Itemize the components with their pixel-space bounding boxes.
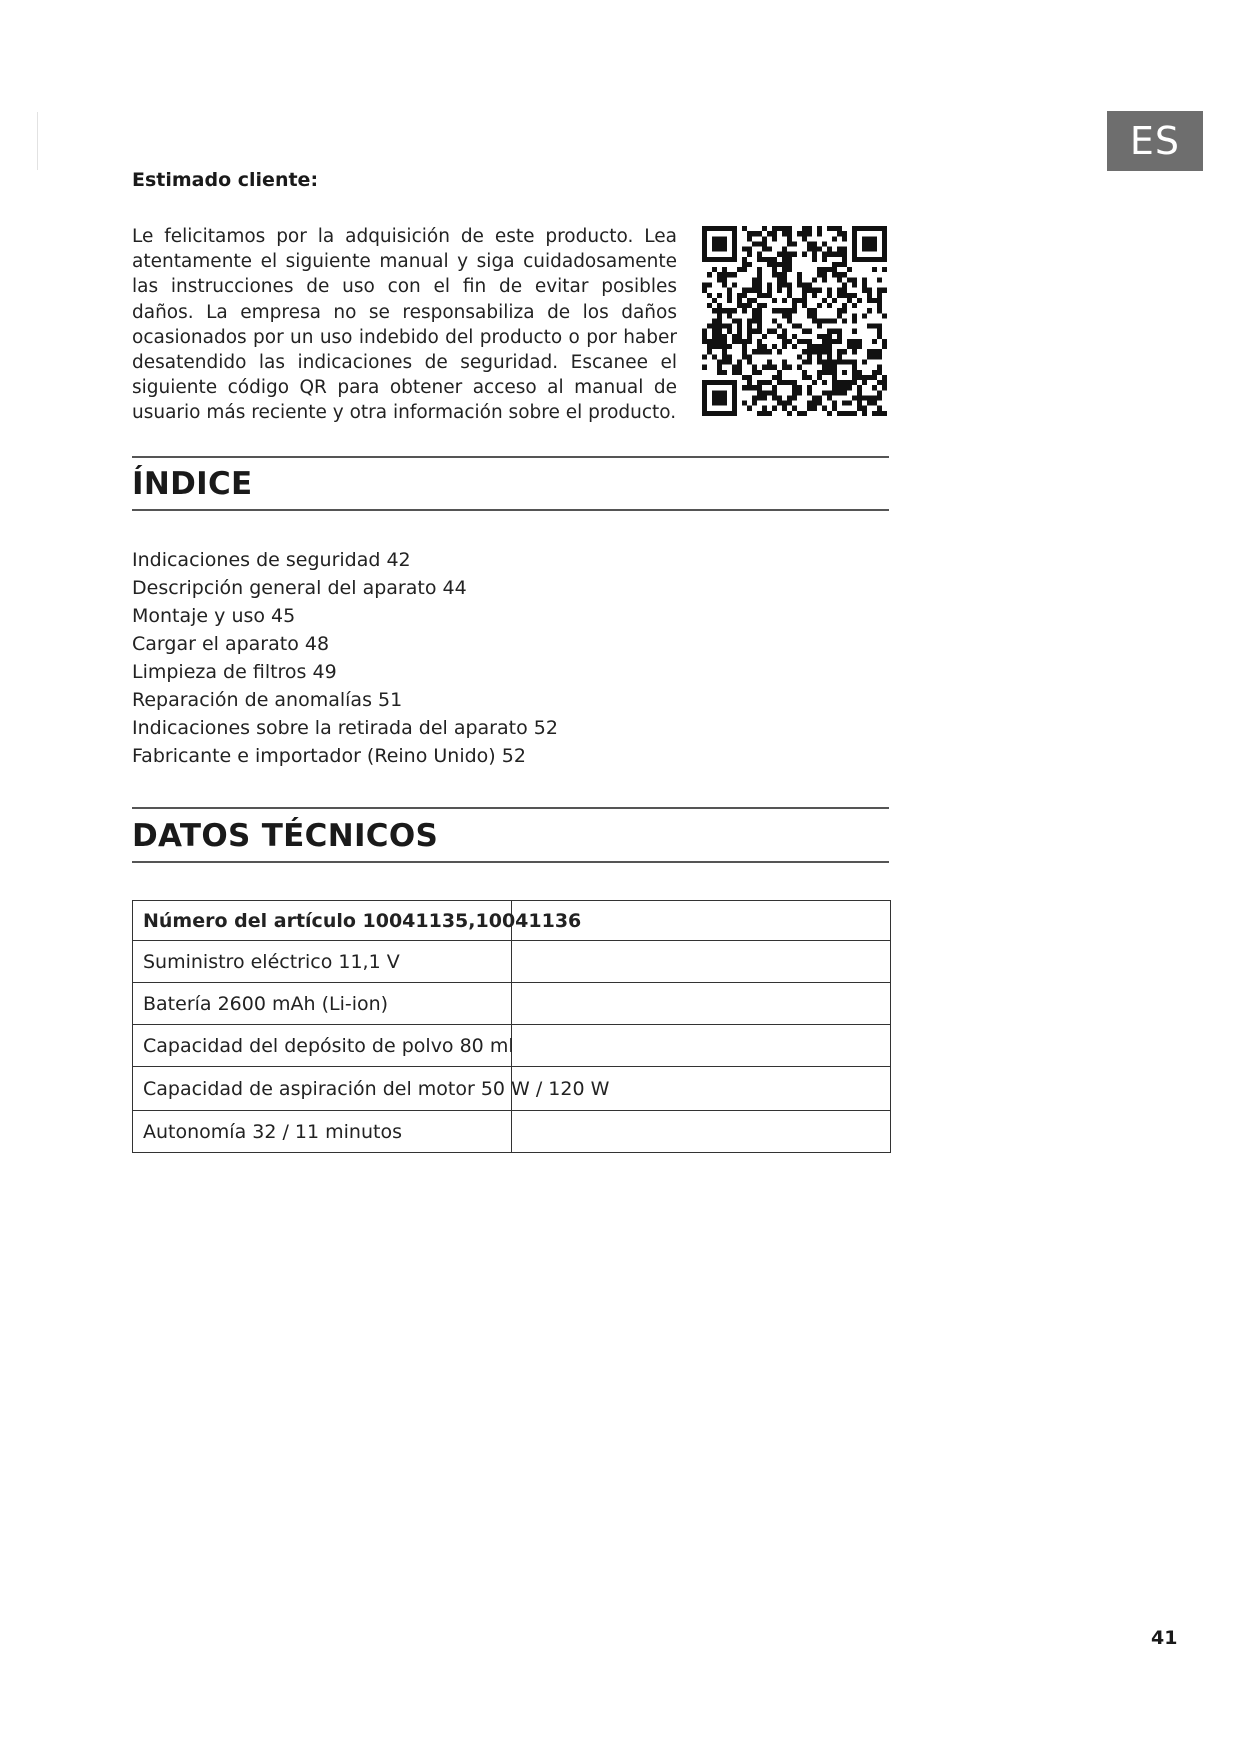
tech-rule-bottom: [132, 861, 889, 863]
tech-data-table: [132, 900, 891, 1153]
table-cell: Batería 2600 mAh (Li-ion): [133, 983, 512, 1025]
table-cell: Suministro eléctrico 11,1 V: [133, 941, 512, 983]
tech-data-title: DATOS TÉCNICOS: [132, 818, 439, 854]
index-item-filters[interactable]: Limpieza de filtros 49: [132, 661, 337, 683]
margin-mark: [37, 112, 38, 170]
table-cell: Capacidad de aspiración del motor 50 W / 120 W: [133, 1067, 512, 1111]
qr-code-icon: [702, 226, 887, 416]
table-cell: [512, 983, 891, 1025]
page-number: 41: [1151, 1627, 1178, 1649]
index-item-overview[interactable]: Descripción general del aparato 44: [132, 577, 467, 599]
index-item-troubleshooting[interactable]: Reparación de anomalías 51: [132, 689, 403, 711]
table-row: [133, 941, 891, 983]
table-row: [133, 1111, 891, 1153]
table-cell: [512, 941, 891, 983]
table-cell: [512, 1111, 891, 1153]
index-list: [132, 546, 558, 770]
index-item-disposal[interactable]: Indicaciones sobre la retirada del aparato 52: [132, 717, 558, 739]
tech-rule-top: [132, 807, 889, 809]
index-title: ÍNDICE: [132, 466, 253, 502]
table-cell: Número del artículo 10041135,10041136: [133, 901, 512, 941]
table-cell: Capacidad del depósito de polvo 80 ml: [133, 1025, 512, 1067]
table-row: [133, 901, 891, 941]
table-row: [133, 1025, 891, 1067]
greeting: Estimado cliente:: [132, 169, 319, 191]
index-rule-top: [132, 456, 889, 458]
table-cell: Autonomía 32 / 11 minutos: [133, 1111, 512, 1153]
language-badge: ES: [1107, 111, 1203, 171]
index-item-charging[interactable]: Cargar el aparato 48: [132, 633, 330, 655]
table-cell: [512, 1025, 891, 1067]
table-row: [133, 1067, 891, 1111]
index-item-manufacturer[interactable]: Fabricante e importador (Reino Unido) 52: [132, 745, 526, 767]
intro-paragraph: Le felicitamos por la adquisición de este producto. Lea atentamente el siguiente manual y siga cuidadosamente las instrucciones de uso con el fin de evitar posibles daños. La empresa no se responsabiliza de los daños ocasionados por un uso indebido del producto o por haber desatendido las indicaciones de seguridad. Escanee el siguiente código QR para obtener acceso al manual de usuario más reciente y otra información sobre el producto.: [132, 226, 677, 424]
index-item-safety[interactable]: Indicaciones de seguridad 42: [132, 549, 411, 571]
table-row: [133, 983, 891, 1025]
index-item-assembly[interactable]: Montaje y uso 45: [132, 605, 296, 627]
index-rule-bottom: [132, 509, 889, 511]
